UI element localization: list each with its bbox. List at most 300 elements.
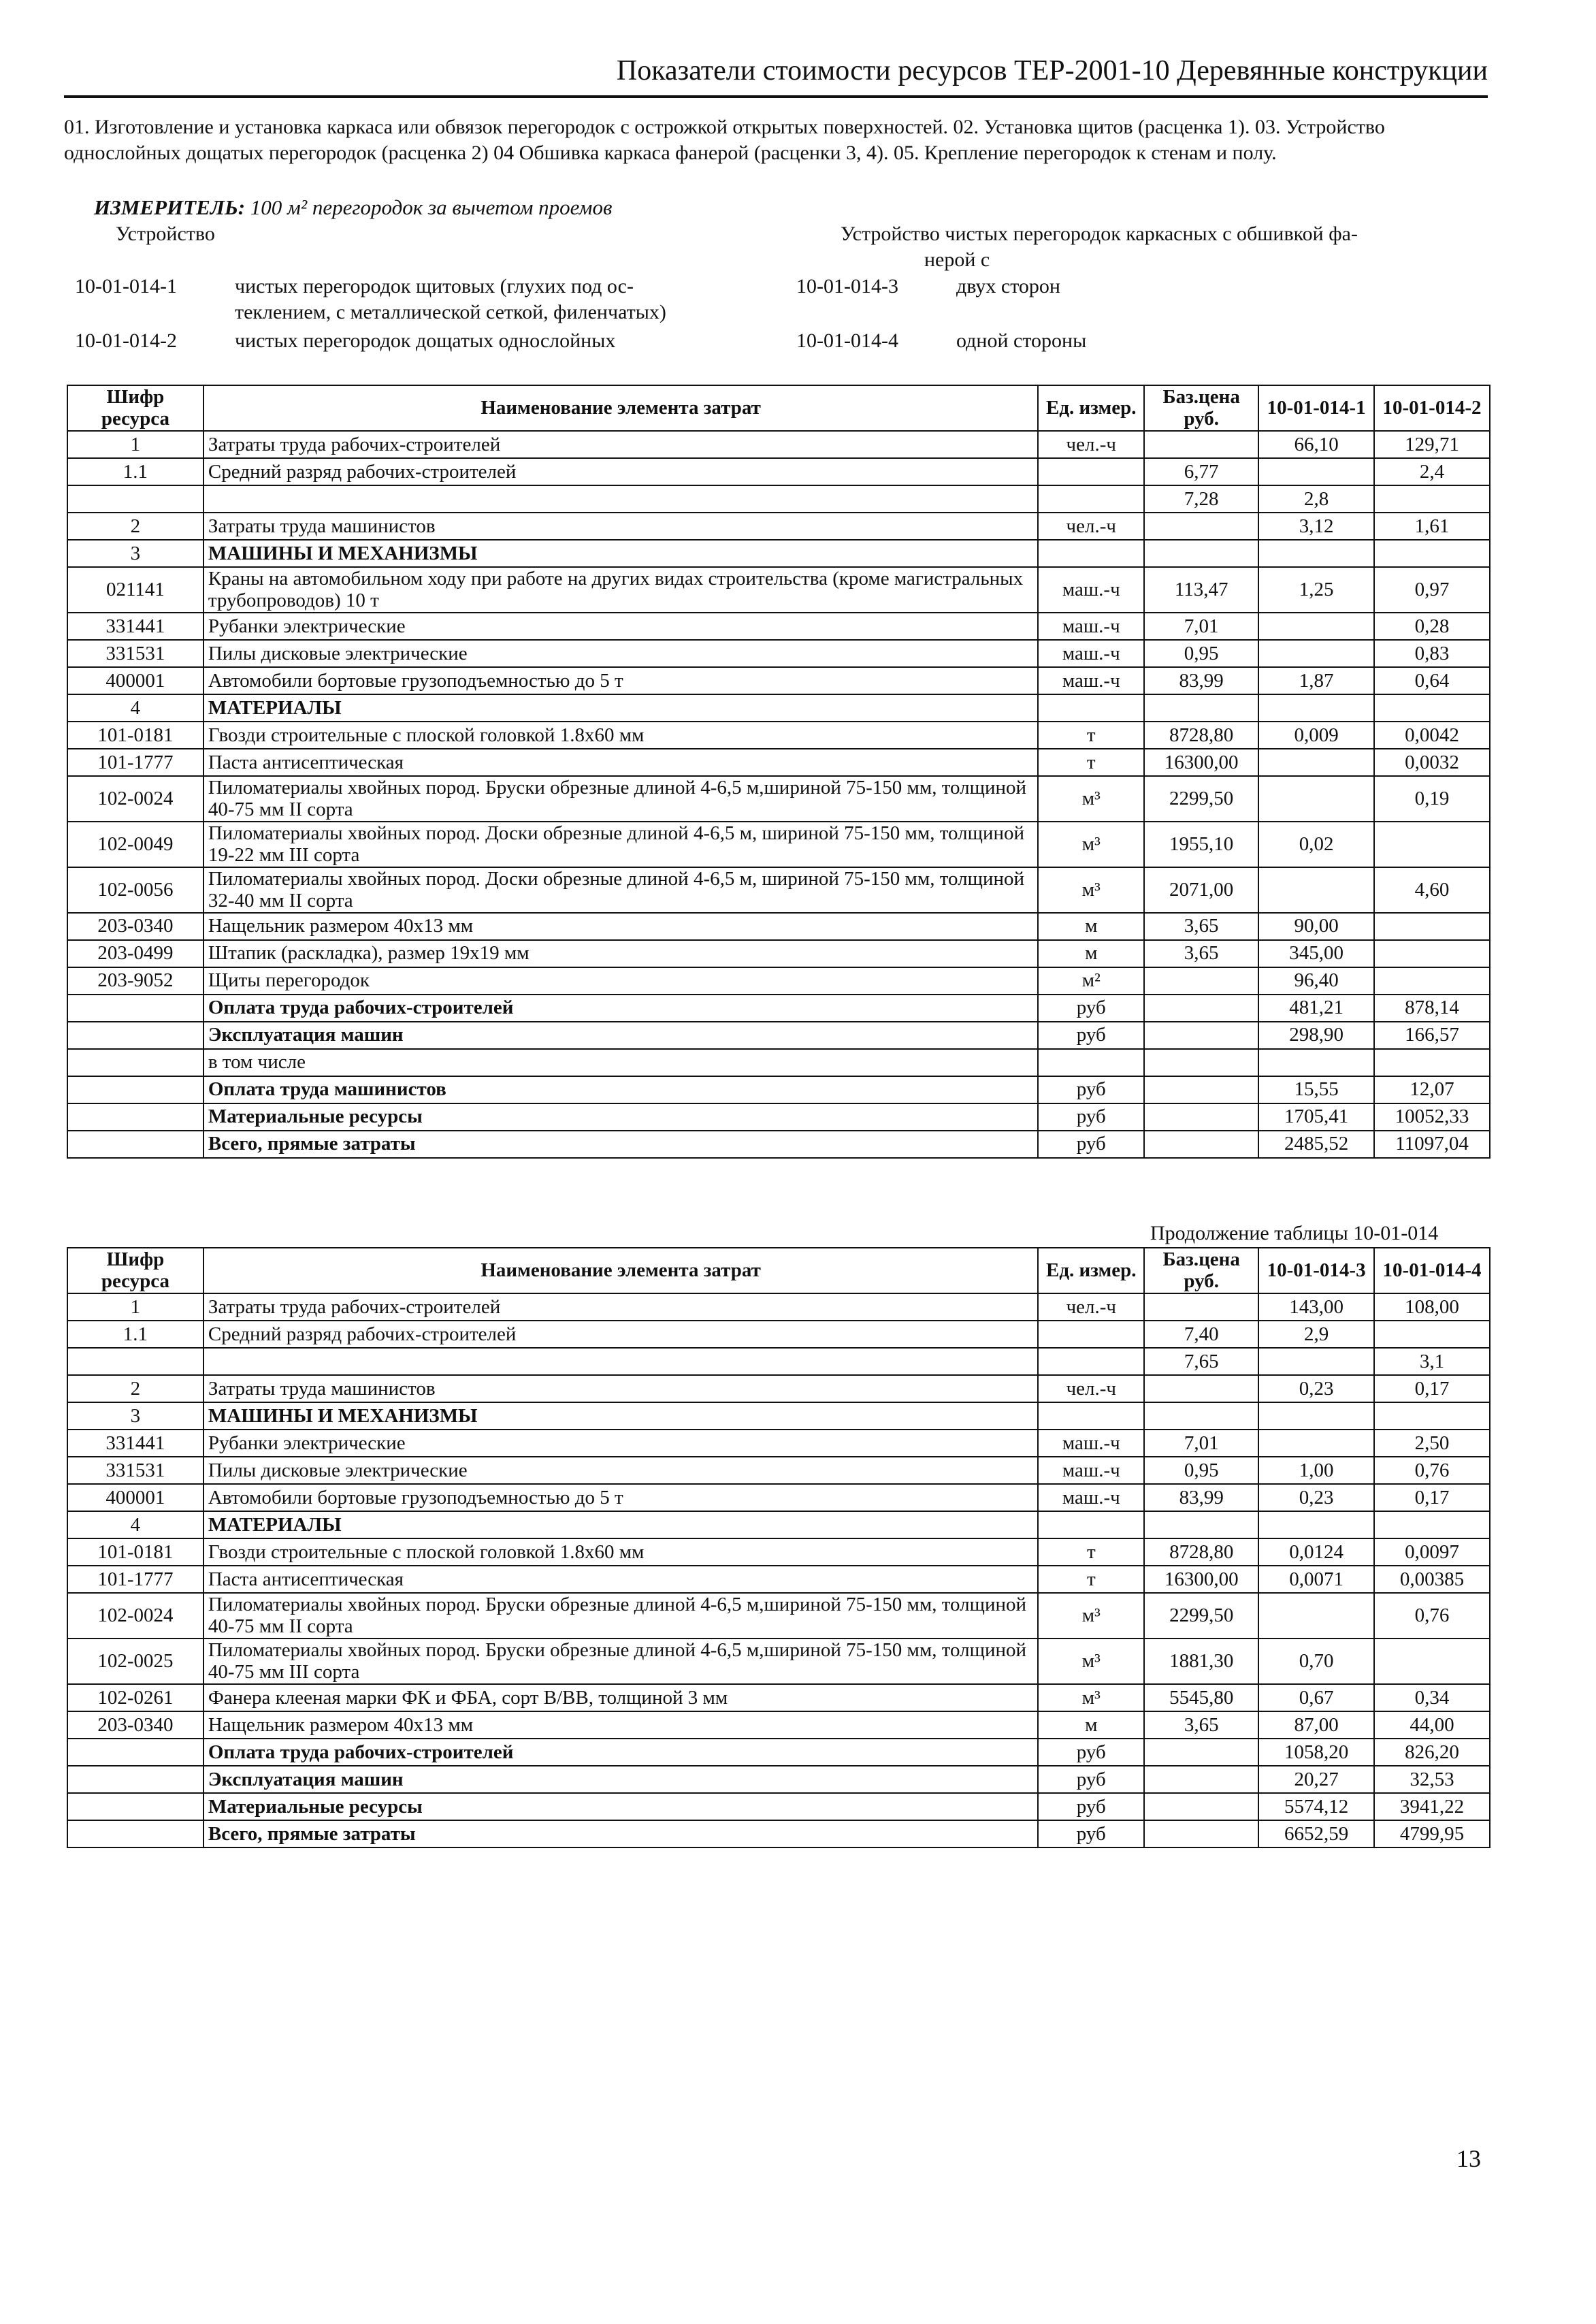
cell-code: 203-0340 [67,1711,203,1739]
cell-unit: руб [1038,1766,1144,1793]
cell-value-b [1374,940,1490,967]
cell-value-a: 66,10 [1258,431,1374,458]
cell-base-price [1144,431,1258,458]
cell-value-b: 4799,95 [1374,1820,1490,1847]
cell-base-price: 7,01 [1144,613,1258,640]
table-header-row [67,1248,1490,1293]
cell-code: 3 [67,1402,203,1430]
code-2: 10-01-014-2 [75,329,177,352]
cell-base-price [1144,1293,1258,1321]
cell-value-a: 0,02 [1258,822,1374,867]
table-row [67,667,1490,694]
cell-base-price [1144,1511,1258,1538]
table-row [67,722,1490,749]
cell-base-price [1144,1022,1258,1049]
cell-value-a [1258,776,1374,822]
table-row [67,1639,1490,1684]
cell-name: Средний разряд рабочих-строителей [203,458,1038,485]
cell-base-price: 83,99 [1144,667,1258,694]
cell-value-a [1258,749,1374,776]
table-row [67,1511,1490,1538]
cell-unit [1038,540,1144,567]
cell-value-a: 2485,52 [1258,1131,1374,1158]
cell-base-price: 113,47 [1144,567,1258,613]
cell-value-a: 481,21 [1258,995,1374,1022]
code-4: 10-01-014-4 [796,329,898,352]
cell-code: 1.1 [67,1321,203,1348]
col-header-code: Шифр ресурса [67,385,203,431]
cell-base-price [1144,1402,1258,1430]
cell-base-price: 1881,30 [1144,1639,1258,1684]
cell-name: Пиломатериалы хвойных пород. Бруски обрезные длиной 4-6,5 м,шириной 75-150 мм, толщиной 40-75 мм II сорта [203,1593,1038,1639]
cell-code: 331441 [67,1430,203,1457]
table-row [67,1793,1490,1820]
cell-name: МАШИНЫ И МЕХАНИЗМЫ [203,1402,1038,1430]
cell-code [67,1049,203,1076]
cell-value-a: 298,90 [1258,1022,1374,1049]
cell-name: Затраты труда машинистов [203,1375,1038,1402]
cell-base-price: 3,65 [1144,913,1258,940]
cell-value-a [1258,540,1374,567]
cell-unit: м² [1038,967,1144,995]
cell-value-b [1374,1321,1490,1348]
measure-label: ИЗМЕРИТЕЛЬ: [94,195,246,219]
cell-unit: маш.-ч [1038,640,1144,667]
cell-unit: руб [1038,1820,1144,1847]
cell-value-a: 1,00 [1258,1457,1374,1484]
cell-unit: чел.-ч [1038,1293,1144,1321]
cell-base-price: 3,65 [1144,1711,1258,1739]
cell-unit [1038,1511,1144,1538]
cell-name: Нащельник размером 40х13 мм [203,913,1038,940]
cell-name: Материальные ресурсы [203,1103,1038,1131]
cell-value-b [1374,1511,1490,1538]
cell-unit: руб [1038,1103,1144,1131]
table-header-row [67,385,1490,431]
cell-name: Оплата труда машинистов [203,1076,1038,1103]
cell-value-a: 87,00 [1258,1711,1374,1739]
cell-value-b: 129,71 [1374,431,1490,458]
cell-name: Штапик (раскладка), размер 19х19 мм [203,940,1038,967]
cell-value-b [1374,1639,1490,1684]
cell-unit: т [1038,749,1144,776]
cell-unit: м [1038,1711,1144,1739]
cell-value-b: 2,50 [1374,1430,1490,1457]
cell-value-b: 826,20 [1374,1739,1490,1766]
code-2-text: чистых перегородок дощатых однослойных [235,329,616,352]
cell-code: 331441 [67,613,203,640]
table-row [67,1022,1490,1049]
cell-unit [1038,1402,1144,1430]
cell-unit: м [1038,940,1144,967]
cell-value-b: 0,76 [1374,1457,1490,1484]
cell-code: 101-1777 [67,1566,203,1593]
cell-value-a: 6652,59 [1258,1820,1374,1847]
cell-base-price [1144,1793,1258,1820]
cell-value-a: 96,40 [1258,967,1374,995]
cell-value-a [1258,458,1374,485]
cell-base-price [1144,1103,1258,1131]
cell-value-b: 0,34 [1374,1684,1490,1711]
cell-code [67,1131,203,1158]
cell-code: 101-0181 [67,722,203,749]
right-group-title-cont: нерой с [924,248,990,271]
cell-value-a: 143,00 [1258,1293,1374,1321]
cell-code [67,1348,203,1375]
cell-value-a [1258,1511,1374,1538]
cell-base-price: 7,40 [1144,1321,1258,1348]
cell-unit: м³ [1038,867,1144,913]
cell-value-a [1258,1402,1374,1430]
cell-code: 331531 [67,1457,203,1484]
cell-unit: руб [1038,1076,1144,1103]
cell-base-price: 5545,80 [1144,1684,1258,1711]
cell-base-price [1144,995,1258,1022]
cell-unit: м³ [1038,822,1144,867]
cell-value-b: 0,17 [1374,1375,1490,1402]
cell-code: 101-0181 [67,1538,203,1566]
table-row [67,1293,1490,1321]
cell-name: Паста антисептическая [203,749,1038,776]
cell-name: Пиломатериалы хвойных пород. Доски обрезные длиной 4-6,5 м, шириной 75-150 мм, толщиной 19-22 мм III сорта [203,822,1038,867]
cell-base-price: 7,01 [1144,1430,1258,1457]
cell-code: 021141 [67,567,203,613]
cell-base-price: 16300,00 [1144,749,1258,776]
cell-name [203,1348,1038,1375]
col-header-unit: Ед. измер. [1038,1248,1144,1293]
cell-name: Затраты труда рабочих-строителей [203,1293,1038,1321]
cell-name: Пиломатериалы хвойных пород. Бруски обрезные длиной 4-6,5 м,шириной 75-150 мм, толщиной 40-75 мм III сорта [203,1639,1038,1684]
cell-value-a: 1705,41 [1258,1103,1374,1131]
cell-value-a: 5574,12 [1258,1793,1374,1820]
table-row [67,940,1490,967]
cell-value-b: 32,53 [1374,1766,1490,1793]
cell-code: 4 [67,694,203,722]
cell-code: 331531 [67,640,203,667]
resource-table-1 [67,385,1491,1159]
cell-code: 102-0024 [67,1593,203,1639]
continuation-note: Продолжение таблицы 10-01-014 [1150,1222,1439,1244]
cell-code: 1.1 [67,458,203,485]
cell-base-price: 16300,00 [1144,1566,1258,1593]
cell-value-b: 0,76 [1374,1593,1490,1639]
col-header-unit: Ед. измер. [1038,385,1144,431]
cell-base-price: 2299,50 [1144,1593,1258,1639]
cell-unit: руб [1038,1793,1144,1820]
table-row [67,1538,1490,1566]
col-header-code: Шифр ресурса [67,1248,203,1293]
table-row [67,1711,1490,1739]
table-row [67,540,1490,567]
cell-unit [1038,458,1144,485]
cell-base-price: 0,95 [1144,640,1258,667]
cell-value-a [1258,694,1374,722]
cell-name: Всего, прямые затраты [203,1131,1038,1158]
cell-unit: чел.-ч [1038,431,1144,458]
cell-base-price: 8728,80 [1144,722,1258,749]
cell-value-b [1374,1402,1490,1430]
cell-name: Автомобили бортовые грузоподъемностью до 5 т [203,667,1038,694]
cell-unit [1038,1348,1144,1375]
cell-value-b: 108,00 [1374,1293,1490,1321]
table-row [67,1457,1490,1484]
cell-name: Средний разряд рабочих-строителей [203,1321,1038,1348]
cell-value-b [1374,967,1490,995]
cell-base-price [1144,1739,1258,1766]
cell-code [67,1766,203,1793]
cell-value-b: 0,00385 [1374,1566,1490,1593]
cell-name: МАТЕРИАЛЫ [203,694,1038,722]
table-row [67,1566,1490,1593]
cell-name: Оплата труда рабочих-строителей [203,995,1038,1022]
cell-value-a: 90,00 [1258,913,1374,940]
cell-base-price [1144,1076,1258,1103]
cell-code: 203-0499 [67,940,203,967]
table-row [67,1739,1490,1766]
cell-name: Щиты перегородок [203,967,1038,995]
table-row [67,485,1490,513]
cell-code [67,1820,203,1847]
table-row [67,1402,1490,1430]
col-header-name: Наименование элемента затрат [203,1248,1038,1293]
cell-code: 2 [67,513,203,540]
cell-name: Материальные ресурсы [203,1793,1038,1820]
cell-unit [1038,1321,1144,1348]
cell-name: Пилы дисковые электрические [203,1457,1038,1484]
cell-value-a [1258,1593,1374,1639]
cell-value-b [1374,913,1490,940]
cell-name: в том числе [203,1049,1038,1076]
cell-code: 1 [67,431,203,458]
table-row [67,1375,1490,1402]
table-row [67,822,1490,867]
cell-value-a: 0,23 [1258,1484,1374,1511]
cell-value-b [1374,485,1490,513]
table-row [67,458,1490,485]
cell-base-price: 7,65 [1144,1348,1258,1375]
cell-base-price: 1955,10 [1144,822,1258,867]
cell-value-a: 3,12 [1258,513,1374,540]
cell-code: 1 [67,1293,203,1321]
cell-name: Пилы дисковые электрические [203,640,1038,667]
cell-value-b: 0,19 [1374,776,1490,822]
code-1: 10-01-014-1 [75,275,177,297]
cell-code [67,1076,203,1103]
cell-name: Оплата труда рабочих-строителей [203,1739,1038,1766]
cell-value-b: 12,07 [1374,1076,1490,1103]
cell-name: Затраты труда машинистов [203,513,1038,540]
cell-value-b: 0,0042 [1374,722,1490,749]
col-header-b: 10-01-014-2 [1374,385,1490,431]
cell-code: 102-0049 [67,822,203,867]
table-row [67,749,1490,776]
cell-code: 102-0056 [67,867,203,913]
cell-value-a: 1,87 [1258,667,1374,694]
cell-value-a [1258,1049,1374,1076]
cell-code [67,1793,203,1820]
table-row [67,1348,1490,1375]
cell-base-price [1144,967,1258,995]
col-header-name: Наименование элемента затрат [203,385,1038,431]
table-row [67,1766,1490,1793]
cell-value-b: 0,17 [1374,1484,1490,1511]
cell-unit: м³ [1038,1639,1144,1684]
left-group-title: Устройство [116,223,215,245]
cell-name [203,485,1038,513]
cell-unit: м³ [1038,776,1144,822]
cell-base-price: 8728,80 [1144,1538,1258,1566]
col-header-a: 10-01-014-3 [1258,1248,1374,1293]
table-row [67,694,1490,722]
cell-base-price: 2299,50 [1144,776,1258,822]
table-row [67,1131,1490,1158]
cell-value-b: 3,1 [1374,1348,1490,1375]
table-row [67,1484,1490,1511]
table-row [67,967,1490,995]
cell-value-a: 1058,20 [1258,1739,1374,1766]
cell-code: 4 [67,1511,203,1538]
cell-name: Эксплуатация машин [203,1022,1038,1049]
cell-unit: маш.-ч [1038,1484,1144,1511]
code-3: 10-01-014-3 [796,275,898,297]
cell-unit: руб [1038,995,1144,1022]
cell-code [67,1739,203,1766]
cell-base-price [1144,694,1258,722]
cell-base-price: 83,99 [1144,1484,1258,1511]
cell-code [67,485,203,513]
cell-code [67,1022,203,1049]
cell-code: 2 [67,1375,203,1402]
cell-code: 203-9052 [67,967,203,995]
measure-unit [94,195,612,220]
cell-name: Автомобили бортовые грузоподъемностью до 5 т [203,1484,1038,1511]
cell-value-a: 0,0124 [1258,1538,1374,1566]
page-number: 13 [1456,2145,1481,2172]
cell-value-b: 3941,22 [1374,1793,1490,1820]
table-row [67,1321,1490,1348]
cell-value-a: 2,8 [1258,485,1374,513]
cell-base-price: 3,65 [1144,940,1258,967]
col-header-b: 10-01-014-4 [1374,1248,1490,1293]
table-row [67,1820,1490,1847]
cell-name: Фанера клееная марки ФК и ФБА, сорт В/ВВ, толщиной 3 мм [203,1684,1038,1711]
table-row [67,995,1490,1022]
cell-value-a: 0,67 [1258,1684,1374,1711]
cell-name: Краны на автомобильном ходу при работе на других видах строительства (кроме магистральных трубопроводов) 10 т [203,567,1038,613]
cell-value-b: 44,00 [1374,1711,1490,1739]
cell-value-b: 2,4 [1374,458,1490,485]
cell-unit: т [1038,1538,1144,1566]
cell-code: 102-0024 [67,776,203,822]
table-row [67,776,1490,822]
cell-value-b [1374,540,1490,567]
cell-value-a: 0,009 [1258,722,1374,749]
cell-value-a: 20,27 [1258,1766,1374,1793]
cell-unit: чел.-ч [1038,513,1144,540]
cell-unit [1038,694,1144,722]
cell-value-b [1374,1049,1490,1076]
table-row [67,567,1490,613]
cell-value-a [1258,1348,1374,1375]
table-row [67,913,1490,940]
cell-unit [1038,485,1144,513]
cell-value-b: 0,97 [1374,567,1490,613]
table-row [67,1049,1490,1076]
table-row [67,640,1490,667]
cell-base-price [1144,540,1258,567]
cell-code: 101-1777 [67,749,203,776]
cell-value-a: 2,9 [1258,1321,1374,1348]
cell-unit: маш.-ч [1038,613,1144,640]
cell-base-price [1144,1375,1258,1402]
cell-value-b: 0,28 [1374,613,1490,640]
cell-unit: м³ [1038,1593,1144,1639]
cell-name: МАТЕРИАЛЫ [203,1511,1038,1538]
cell-value-b: 0,0032 [1374,749,1490,776]
table-row [67,867,1490,913]
cell-value-b [1374,822,1490,867]
cell-value-a: 1,25 [1258,567,1374,613]
cell-unit: м [1038,913,1144,940]
cell-value-b: 1,61 [1374,513,1490,540]
table-row [67,1430,1490,1457]
cell-value-a: 345,00 [1258,940,1374,967]
intro-text: 01. Изготовление и установка каркаса или обвязок перегородок с острожкой открытых поверхностей. 02. Установка щитов (расценка 1). 03. Устройство однослойных дощатых перегородок (расценка 2) 04 Обшивка каркаса фанерой (расценки 3, 4). 05. Крепление перегородок к стенам и полу. [64,116,1385,164]
cell-name: Пиломатериалы хвойных пород. Бруски обрезные длиной 4-6,5 м,шириной 75-150 мм, толщиной 40-75 мм II сорта [203,776,1038,822]
cell-value-a: 15,55 [1258,1076,1374,1103]
col-header-price: Баз.цена руб. [1144,1248,1258,1293]
cell-code: 203-0340 [67,913,203,940]
cell-base-price: 2071,00 [1144,867,1258,913]
cell-unit [1038,1049,1144,1076]
cell-unit: маш.-ч [1038,567,1144,613]
cell-code: 102-0025 [67,1639,203,1684]
page-header: Показатели стоимости ресурсов ТЕР-2001-10 Деревянные конструкции [64,54,1488,98]
cell-unit: чел.-ч [1038,1375,1144,1402]
cell-name: МАШИНЫ И МЕХАНИЗМЫ [203,540,1038,567]
cell-unit: руб [1038,1131,1144,1158]
cell-value-b [1374,694,1490,722]
cell-name: Всего, прямые затраты [203,1820,1038,1847]
right-group-title: Устройство чистых перегородок каркасных с обшивкой фа- [841,223,1358,245]
cell-base-price [1144,1049,1258,1076]
cell-unit: т [1038,1566,1144,1593]
cell-value-a: 0,70 [1258,1639,1374,1684]
code-1-text-cont: теклением, с металлической сеткой, филенчатых) [235,301,666,323]
cell-name: Паста антисептическая [203,1566,1038,1593]
cell-base-price: 7,28 [1144,485,1258,513]
cell-value-b: 0,64 [1374,667,1490,694]
cell-name: Рубанки электрические [203,1430,1038,1457]
cell-value-b: 0,83 [1374,640,1490,667]
cell-name: Гвозди строительные с плоской головкой 1.8х60 мм [203,1538,1038,1566]
table-row [67,431,1490,458]
resource-table-2 [67,1247,1491,1848]
code-4-text: одной стороны [956,329,1087,352]
table-row [67,613,1490,640]
table-row [67,1103,1490,1131]
table-row [67,1684,1490,1711]
cell-value-b: 11097,04 [1374,1131,1490,1158]
cell-value-a [1258,613,1374,640]
code-3-text: двух сторон [956,275,1060,297]
cell-value-b: 878,14 [1374,995,1490,1022]
cell-value-a: 0,23 [1258,1375,1374,1402]
cell-code: 400001 [67,1484,203,1511]
cell-code: 3 [67,540,203,567]
cell-code [67,995,203,1022]
cell-base-price [1144,1766,1258,1793]
